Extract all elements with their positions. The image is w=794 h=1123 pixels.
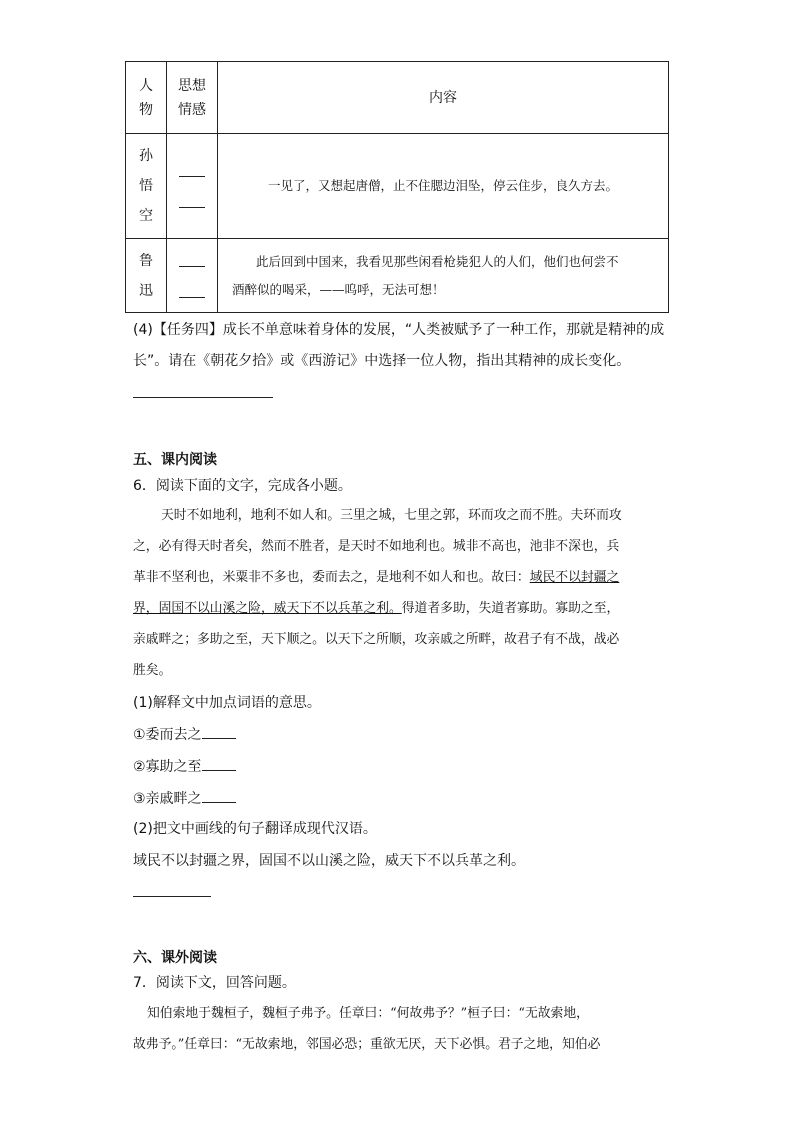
underlined-sentence: 界，固国不以山溪之险，威天下不以兵革之利。	[133, 601, 402, 616]
sub-question-1: (1)解释文中加点词语的意思。	[133, 695, 321, 711]
content-line: 此后回到中国来，我看见那些闲看枪毙犯人的人们，他们也何尝不	[256, 253, 619, 269]
item-3	[133, 786, 236, 812]
section5-question: 6．阅读下面的文字，完成各小题。	[133, 478, 352, 494]
item-label: ①委而去之	[133, 727, 202, 743]
answer-line[interactable]	[133, 896, 211, 897]
person-char: 空	[139, 208, 153, 224]
passage-text: 得道者多助，失道者寡助。寡助之至，	[401, 601, 620, 616]
task4-line2: 长”。请在《朝花夕拾》或《西游记》中选择一位人物，指出其精神的成长变化。	[133, 353, 631, 369]
underlined-sentence: 域民不以封疆之	[529, 570, 620, 585]
passage-line: 故弗予。”任章曰：“无故索地，邻国必恐；重欲无厌，天下必惧。君子之地，知伯必	[133, 1037, 601, 1052]
content-line: 酒醉似的喝采，——呜呼，无法可想！	[232, 281, 445, 297]
passage-line: 知伯索地于魏桓子，魏桓子弗予。任章曰：“何故弗予？”桓子曰：“无故索地，	[147, 1006, 589, 1021]
person-char: 鲁	[139, 252, 153, 269]
header-feeling-line: 情感	[178, 101, 206, 118]
table-header-row	[126, 62, 669, 134]
section5-heading: 五、课内阅读	[133, 452, 217, 468]
sub-question-2: (2)把文中画线的句子翻译成现代汉语。	[133, 821, 377, 837]
content-text	[218, 239, 669, 313]
header-feeling-line: 思想	[178, 77, 206, 94]
passage-line	[133, 594, 667, 625]
table-row	[126, 134, 669, 239]
table-row	[126, 239, 669, 313]
header-person-char: 人	[139, 77, 153, 94]
answer-line[interactable]	[133, 397, 273, 398]
answer-blank[interactable]	[202, 788, 236, 803]
passage-text: 革非不坚利也，米粟非不多也，委而去之，是地利不如人和也。故曰：	[133, 570, 530, 585]
answer-blank[interactable]	[202, 724, 236, 739]
header-content: 内容	[218, 62, 669, 134]
content-text: 一见了，又想起唐僧，止不住腮边泪坠，停云住步，良久方去。	[218, 134, 669, 239]
section6-heading: 六、课外阅读	[133, 950, 217, 966]
feeling-answer-blank[interactable]	[167, 239, 218, 313]
answer-blank[interactable]	[202, 756, 236, 771]
passage-line: 胜矣。	[133, 663, 172, 678]
task4-line1: (4)【任务四】成长不单意味着身体的发展，“人类被赋予了一种工作，那就是精神的成	[133, 322, 665, 338]
person-sunwukong	[126, 134, 167, 239]
item-label: ③亲戚畔之	[133, 791, 202, 807]
passage-line: 天时不如地利，地利不如人和。三里之城，七里之郭，环而攻之而不胜。夫环而攻	[161, 508, 622, 523]
person-char: 悟	[139, 178, 153, 194]
person-luxun	[126, 239, 167, 313]
header-person-char: 物	[139, 101, 153, 118]
item-2	[133, 754, 236, 780]
passage-line	[133, 563, 667, 594]
person-char: 迅	[139, 282, 153, 299]
header-feeling	[167, 62, 218, 134]
item-label: ②寡助之至	[133, 759, 202, 775]
header-person	[126, 62, 167, 134]
passage-line: 之，必有得天时者矣，然而不胜者，是天时不如地利也。城非不高也，池非不深也，兵	[133, 539, 620, 554]
section6-question: 7．阅读下文，回答问题。	[133, 975, 296, 991]
passage-line: 亲戚畔之；多助之至，天下顺之。以天下之所顺，攻亲戚之所畔，故君子有不战，战必	[133, 632, 620, 647]
translate-sentence: 域民不以封疆之界，固国不以山溪之险，威天下不以兵革之利。	[133, 853, 525, 869]
analysis-table	[125, 61, 669, 313]
person-char: 孙	[139, 148, 153, 164]
feeling-answer-blank[interactable]	[167, 134, 218, 239]
item-1	[133, 722, 236, 748]
